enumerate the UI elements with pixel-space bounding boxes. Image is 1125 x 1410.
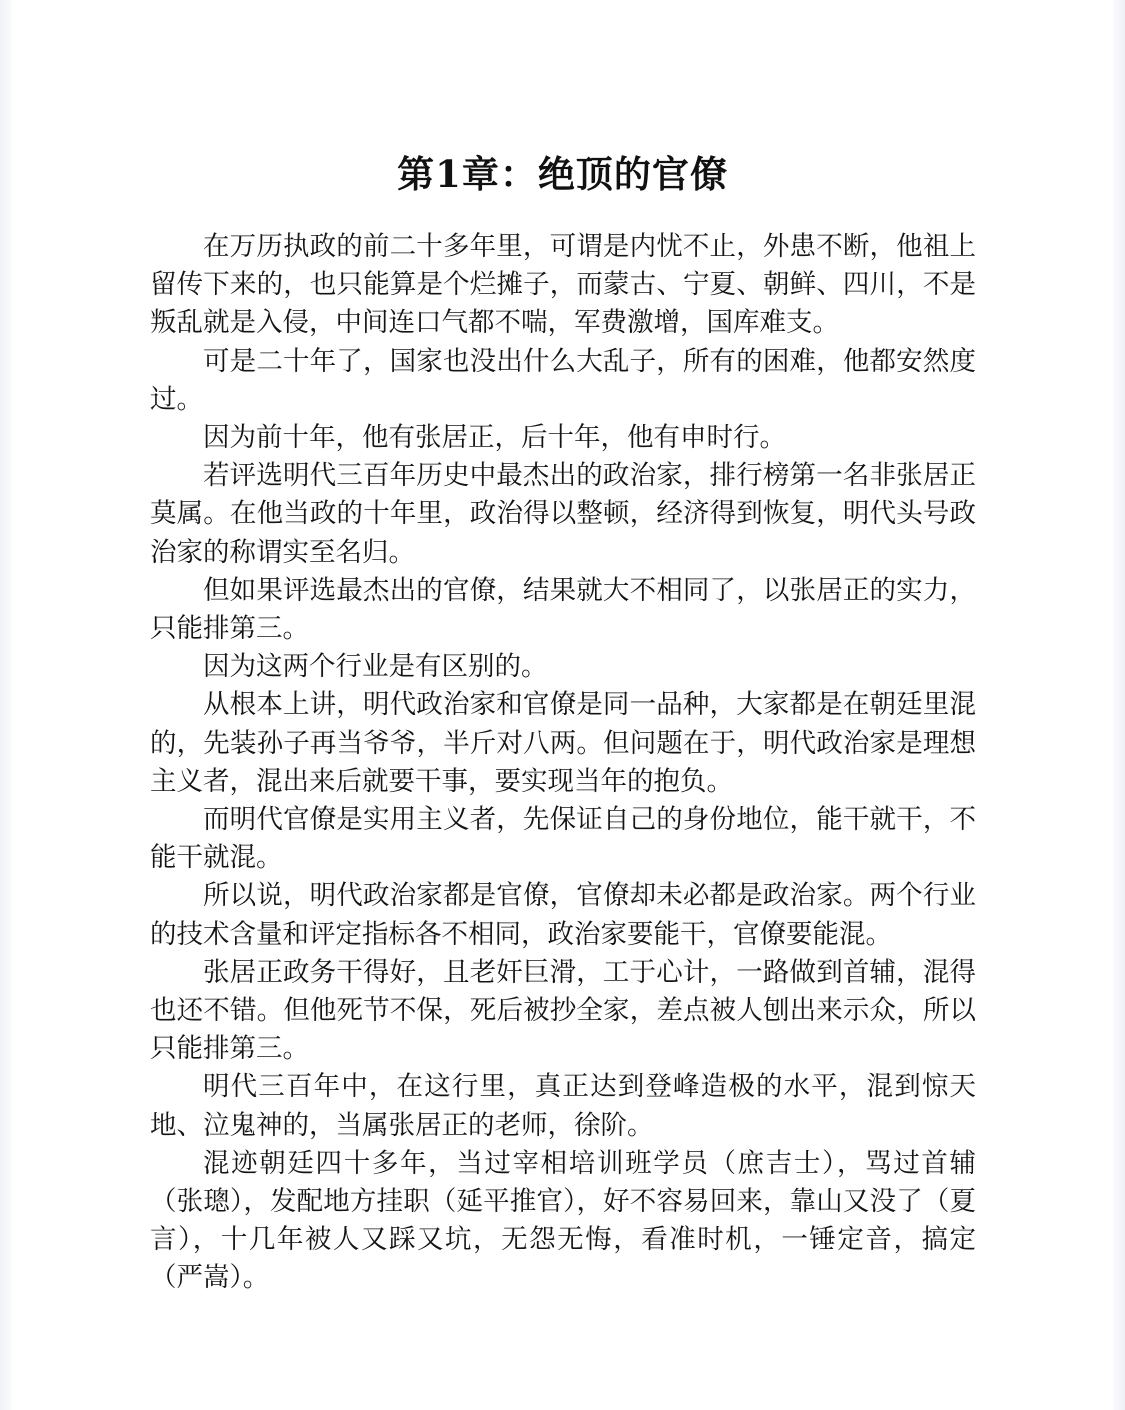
paragraph: 因为前十年，他有张居正，后十年，他有申时行。 [203,422,786,454]
paragraph: 明代三百年中，在这行里，真正达到登峰造极的水平，混到惊天地、泣鬼神的，当属张居正的老师，徐阶。 [150,1071,976,1141]
paragraph: 从根本上讲，明代政治家和官僚是同一品种，大家都是在朝廷里混的，先装孙子再当爷爷，半斤对八两。但问题在于，明代政治家是理想主义者，混出来后就要干事，要实现当年的抱负。 [150,689,976,797]
paragraph: 混迹朝廷四十多年，当过宰相培训班学员（庶吉士），骂过首辅（张璁），发配地方挂职（延平推官），好不容易回来，靠山又没了（夏言），十几年被人又踩又坑，无怨无悔，看准时机，一锤定音，搞定（严嵩）。 [150,1147,976,1294]
paragraph: 可是二十年了，国家也没出什么大乱子，所有的困难，他都安然度过。 [150,345,976,415]
paragraph: 但如果评选最杰出的官僚，结果就大不相同了，以张居正的实力，只能排第三。 [150,574,976,645]
page-right-edge [1113,0,1125,1410]
paragraph: 所以说，明代政治家都是官僚，官僚却未必都是政治家。两个行业的技术含量和评定指标各不相同，政治家要能干，官僚要能混。 [150,880,976,950]
chapter-body [150,228,976,1298]
chapter-title: 第1章：绝顶的官僚 [397,152,728,196]
paragraph: 因为这两个行业是有区别的。 [203,651,548,683]
paragraph: 而明代官僚是实用主义者，先保证自己的身份地位，能干就干，不能干就混。 [150,804,976,874]
paragraph: 张居正政务干得好，且老奸巨滑，工于心计，一路做到首辅，混得也还不错。但他死节不保，死后被抄全家，差点被人刨出来示众，所以只能排第三。 [150,956,976,1065]
page-left-edge [0,0,12,1410]
paragraph: 在万历执政的前二十多年里，可谓是内忧不止，外患不断，他祖上留传下来的，也只能算是个烂摊子，而蒙古、宁夏、朝鲜、四川，不是叛乱就是入侵，中间连口气都不喘，军费激增，国库难支。 [150,231,976,339]
paragraph: 若评选明代三百年历史中最杰出的政治家，排行榜第一名非张居正莫属。在他当政的十年里，政治得以整顿，经济得到恢复，明代头号政治家的称谓实至名归。 [150,460,976,568]
